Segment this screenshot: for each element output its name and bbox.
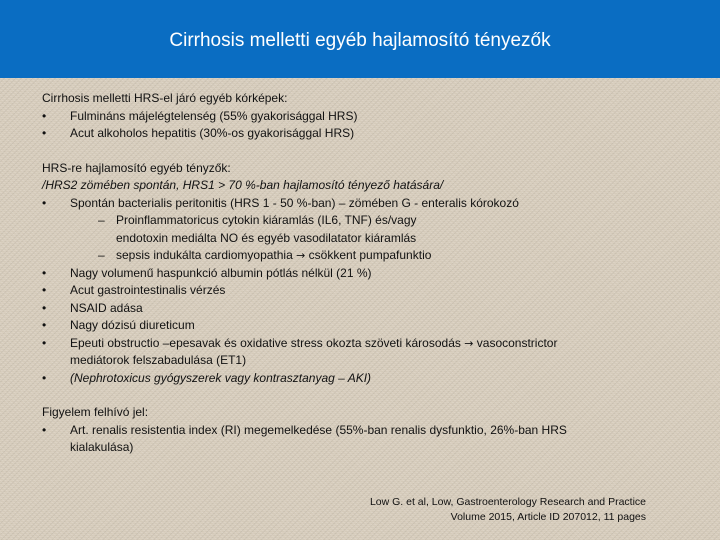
sub-list-item [42,212,662,230]
sub-list-item-text-before: sepsis indukálta cardiomyopathia [116,248,293,262]
list-item-text: Acut gastrointestinalis vérzés [70,283,226,297]
sub-list-item [42,247,662,265]
bullet-icon: • [42,370,47,385]
sub-list-item-text [116,247,431,265]
dash-icon: – [98,248,105,262]
bullet-icon: • [42,108,47,123]
list-item [42,282,662,300]
bullet-icon: • [42,335,47,350]
arrow-right-icon: → [296,249,306,262]
bullet-icon: • [42,126,47,140]
slide-content [42,90,662,457]
citation-line: Low G. et al, Low, Gastroenterology Research and Practice [369,496,646,508]
list-item [42,195,662,213]
dash-icon: – [98,213,105,227]
list-item-text-after: vasoconstrictor [476,335,558,350]
sub-list-item-text: Proinflammatoricus cytokin kiáramlás (IL6, TNF) és/vagy [116,213,417,227]
list-item-text: NSAID adása [70,300,143,315]
list-item [42,300,662,318]
list-item [42,317,662,335]
list-item [42,125,662,143]
slide-title: Cirrhosis melletti egyéb hajlamosító tényezők [169,30,551,51]
section1-heading: Cirrhosis melletti HRS-el járó egyéb kórképek: [42,91,288,105]
list-item-text [70,335,557,353]
bullet-icon: • [42,265,47,280]
bullet-icon: • [42,283,47,297]
list-item-text: Art. renalis resistentia index (RI) megemelkedése (55%-ban renalis dysfunktio, 26%-ban HRS [70,422,567,437]
list-item-text: (Nephrotoxicus gyógyszerek vagy kontrasztanyag – AKI) [70,370,372,385]
list-item-text: Nagy volumenű haspunkció albumin pótlás nélkül (21 %) [70,265,372,280]
section2-heading: HRS-re hajlamosító egyéb tényzők: [42,160,231,175]
list-item [42,370,662,388]
citation-line: Volume 2015, Article ID 207012, 11 pages [450,510,646,523]
list-item-continuation: kialakulása) [70,440,134,454]
arrow-right-icon: → [464,336,474,350]
list-item-text: Nagy dózisú diureticum [70,318,195,332]
list-item [42,422,662,440]
bullet-icon: • [42,300,47,315]
list-item [42,335,662,353]
bullet-icon: • [42,195,47,210]
list-item-continuation: mediátorok felszabadulása (ET1) [70,353,247,367]
citation [370,495,646,524]
title-bar [0,0,720,78]
bullet-icon: • [42,318,47,332]
list-item [42,108,662,126]
list-item-text: Acut alkoholos hepatitis (30%-os gyakorisággal HRS) [70,126,355,140]
section2-note: /HRS2 zömében spontán, HRS1 > 70 %-ban hajlamosító tényező hatására/ [42,178,444,192]
list-item-text: Fulmináns májelégtelenség (55% gyakorisággal HRS) [70,108,358,123]
list-item [42,265,662,283]
section3-heading: Figyelem felhívó jel: [42,405,149,419]
sub-list-item-continuation: endotoxin mediálta NO és egyéb vasodilatator kiáramlás [116,230,417,245]
sub-list-item-text-after: csökkent pumpafunktio [308,248,432,262]
bullet-icon: • [42,422,47,437]
list-item-text: Spontán bacterialis peritonitis (HRS 1 - 50 %-ban) – zömében G - enteralis kórokozó [70,195,519,210]
list-item-text-before: Epeuti obstructio –epesavak és oxidative stress okozta szöveti károsodás [70,335,461,350]
